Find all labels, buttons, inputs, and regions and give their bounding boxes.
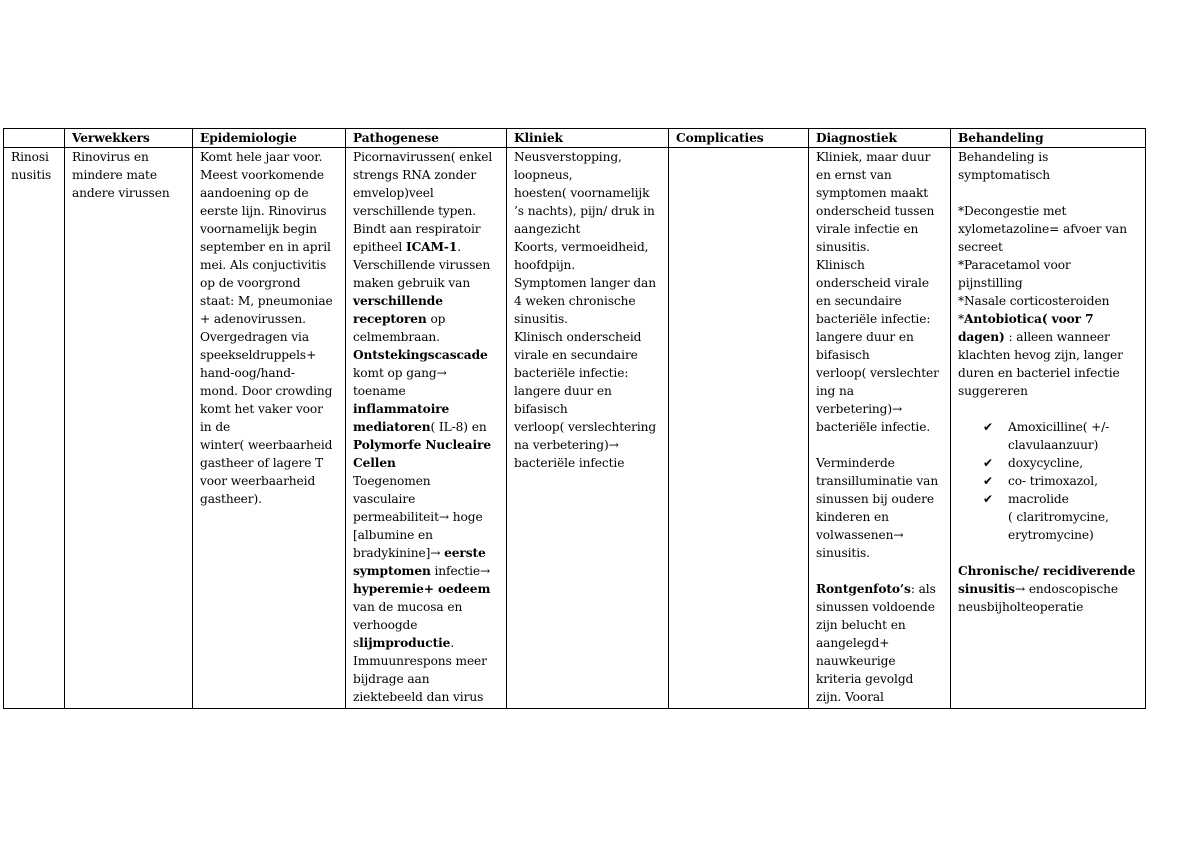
text-run: . <box>450 636 455 650</box>
text-line: bacteriële infectie. <box>816 420 931 434</box>
text-line: Toegenomen <box>353 474 431 488</box>
text-line: Symptomen langer dan <box>514 276 656 290</box>
bold-term: receptoren <box>353 312 427 326</box>
list-item <box>958 490 1142 544</box>
text-line: Koorts, vermoeidheid, <box>514 240 649 254</box>
text-line: Amoxicilline( +/- <box>1008 420 1110 434</box>
text-line: langere duur en <box>816 330 914 344</box>
text-line <box>353 418 503 436</box>
text-line: sinussen bij oudere <box>816 492 934 506</box>
text-line: andere virussen <box>72 186 170 200</box>
text-line <box>353 634 503 652</box>
text-line: Verschillende virussen <box>353 258 491 272</box>
blank-line <box>816 436 947 454</box>
text-line: winter( weerbaarheid <box>200 438 333 452</box>
text-line: Klinisch onderscheid <box>514 330 642 344</box>
text-run: * <box>958 312 964 326</box>
text-line: Bindt aan respiratoir <box>353 222 481 236</box>
text-line: neusbijholteoperatie <box>958 600 1084 614</box>
text-run: : alleen wanneer <box>1004 330 1110 344</box>
text-line: xylometazoline= afvoer van <box>958 222 1127 236</box>
text-run: . <box>457 240 462 254</box>
text-line: ( claritromycine, <box>1008 510 1109 524</box>
pathogenese-cell <box>346 148 507 709</box>
text-line: hoofdpijn. <box>514 258 576 272</box>
header-behandeling: Behandeling <box>951 129 1146 148</box>
checkmark-icon: ✔ <box>983 420 993 434</box>
header-pathogenese: Pathogenese <box>346 129 507 148</box>
verwekkers-cell <box>65 148 193 709</box>
text-line <box>958 310 1142 328</box>
header-complicaties: Complicaties <box>669 129 809 148</box>
text-line: Verminderde <box>816 456 895 470</box>
text-line: maken gebruik van <box>353 276 471 290</box>
text-run: s <box>353 636 360 650</box>
text-line: op de voorgrond <box>200 276 301 290</box>
text-line: en secundaire <box>816 294 902 308</box>
text-line: sinussen voldoende <box>816 600 935 614</box>
text-line: Kliniek, maar duur <box>816 150 931 164</box>
text-line: onderscheid tussen <box>816 204 935 218</box>
antibiotics-list <box>958 418 1142 544</box>
text-run: bradykinine]→ <box>353 546 445 560</box>
text-run: : als <box>910 582 936 596</box>
text-line: verhoogde <box>353 618 418 632</box>
bold-term: sinusitis <box>958 582 1015 596</box>
text-run: epitheel <box>353 240 406 254</box>
text-line: hand-oog/hand- <box>200 366 295 380</box>
bold-term: dagen) <box>958 330 1005 344</box>
text-line: speekseldruppels+ <box>200 348 317 362</box>
text-line: *Paracetamol voor <box>958 258 1071 272</box>
header-kliniek: Kliniek <box>507 129 669 148</box>
text-line <box>353 238 503 256</box>
text-line: na verbetering)→ <box>514 438 619 452</box>
text-line: sinusitis. <box>514 312 568 326</box>
rinosinusitis-row <box>4 148 1146 709</box>
text-line: Rinovirus en <box>72 150 149 164</box>
sinusitis-table <box>3 128 1146 709</box>
text-line: Rinosi <box>11 150 49 164</box>
text-line: macrolide <box>1008 492 1069 506</box>
diagnostiek-cell <box>809 148 951 709</box>
kliniek-cell <box>507 148 669 709</box>
text-line: volwassenen→ <box>816 528 904 542</box>
bold-term: verschillende <box>353 294 443 308</box>
text-line: duren en bacteriel infectie <box>958 366 1120 380</box>
text-line: aangezicht <box>514 222 581 236</box>
text-line: sinusitis. <box>816 240 870 254</box>
text-line: kinderen en <box>816 510 889 524</box>
text-run: ( IL-8) en <box>430 420 487 434</box>
text-line: van de mucosa en <box>353 600 463 614</box>
text-line: onderscheid virale <box>816 276 929 290</box>
text-line: verschillende typen. <box>353 204 477 218</box>
text-line: verloop( verslechter <box>816 366 939 380</box>
text-line: symptomen maakt <box>816 186 929 200</box>
bold-term: Ontstekingscascade <box>353 348 488 362</box>
checkmark-icon: ✔ <box>983 492 993 506</box>
text-line: Picornavirussen( enkel <box>353 150 493 164</box>
text-line: aandoening op de <box>200 186 309 200</box>
text-run: → endoscopische <box>1014 582 1118 596</box>
text-line: eerste lijn. Rinovirus <box>200 204 327 218</box>
text-line: virale en secundaire <box>514 348 638 362</box>
text-line: 4 weken chronische <box>514 294 636 308</box>
bold-term: mediatoren <box>353 420 431 434</box>
text-line: co- trimoxazol, <box>1008 474 1098 488</box>
text-line <box>958 580 1142 598</box>
text-run: infectie→ <box>430 564 491 578</box>
text-line: en ernst van <box>816 168 892 182</box>
text-line: clavulaanzuur) <box>1008 438 1099 452</box>
header-row <box>4 129 1146 148</box>
text-line: zijn. Vooral <box>816 690 884 704</box>
text-line: gastheer of lagere T <box>200 456 324 470</box>
text-line: virale infectie en <box>816 222 919 236</box>
blank-line <box>958 184 1142 202</box>
text-line: Klinisch <box>816 258 865 272</box>
text-line: bacteriële infectie: <box>816 312 931 326</box>
disease-cell <box>4 148 65 709</box>
list-item <box>958 418 1142 454</box>
text-line: Neusverstopping, <box>514 150 622 164</box>
text-run: op <box>426 312 446 326</box>
bold-term: ICAM-1 <box>405 240 458 254</box>
header-diagnostiek: Diagnostiek <box>809 129 951 148</box>
text-line: secreet <box>958 240 1003 254</box>
text-line: nauwkeurige <box>816 654 896 668</box>
text-line: komt op gang→ <box>353 366 447 380</box>
bold-term: Antobiotica( voor 7 <box>964 312 1094 326</box>
text-line: klachten hevog zijn, langer <box>958 348 1123 362</box>
checkmark-icon: ✔ <box>983 456 993 470</box>
text-line: emvelop)veel <box>353 186 434 200</box>
text-line: voornamelijk begin <box>200 222 317 236</box>
text-line: verloop( verslechtering <box>514 420 657 434</box>
text-line: Meest voorkomende <box>200 168 324 182</box>
header-verwekkers: Verwekkers <box>65 129 193 148</box>
header-empty <box>4 129 65 148</box>
text-line: loopneus, <box>514 168 573 182</box>
bold-term: lijmproductie <box>359 636 451 650</box>
text-line: mond. Door crowding <box>200 384 333 398</box>
text-line: staat: M, pneumoniae <box>200 294 333 308</box>
blank-line <box>958 544 1142 562</box>
text-line: celmembraan. <box>353 330 440 344</box>
text-line: bijdrage aan <box>353 672 430 686</box>
bold-term: Polymorfe Nucleaire <box>353 438 491 452</box>
text-line: september en in april <box>200 240 331 254</box>
text-line <box>958 328 1142 346</box>
list-item <box>958 454 1142 472</box>
text-line: mindere mate <box>72 168 157 182</box>
text-line: aangelegd+ <box>816 636 890 650</box>
text-line <box>353 544 503 562</box>
bold-term: Chronische/ recidiverende <box>958 564 1136 578</box>
text-line: langere duur en <box>514 384 612 398</box>
text-line: permeabiliteit→ hoge <box>353 510 483 524</box>
header-epidemiologie: Epidemiologie <box>193 129 346 148</box>
bold-term: Rontgenfoto’s <box>816 582 911 596</box>
text-line: transilluminatie van <box>816 474 939 488</box>
complicaties-cell <box>669 148 809 709</box>
text-line: strengs RNA zonder <box>353 168 477 182</box>
bold-term: hyperemie+ oedeem <box>353 582 491 596</box>
text-line: symptomatisch <box>958 168 1050 182</box>
text-line: Komt hele jaar voor. <box>200 150 323 164</box>
checkmark-icon: ✔ <box>983 474 993 488</box>
text-line: *Decongestie met <box>958 204 1067 218</box>
text-line: in de <box>200 420 231 434</box>
bold-term: eerste <box>444 546 486 560</box>
text-line: verbetering)→ <box>816 402 903 416</box>
text-line: kriteria gevolgd <box>816 672 914 686</box>
text-line: vasculaire <box>353 492 416 506</box>
text-line: [albumine en <box>353 528 433 542</box>
text-line: zijn belucht en <box>816 618 906 632</box>
text-line: bacteriële infectie: <box>514 366 629 380</box>
text-line <box>353 310 503 328</box>
text-line: bacteriële infectie <box>514 456 625 470</box>
text-line: Immuunrespons meer <box>353 654 487 668</box>
text-line: erytromycine) <box>1008 528 1094 542</box>
text-line: mei. Als conjuctivitis <box>200 258 327 272</box>
text-line: doxycycline, <box>1008 456 1083 470</box>
text-line: bifasisch <box>816 348 870 362</box>
text-line: suggereren <box>958 384 1028 398</box>
text-line: ziektebeeld dan virus <box>353 690 484 704</box>
text-line: toename <box>353 384 406 398</box>
text-line <box>353 562 503 580</box>
blank-line <box>958 400 1142 418</box>
blank-line <box>816 562 947 580</box>
list-item <box>958 472 1142 490</box>
behandeling-cell <box>951 148 1146 709</box>
text-line: bifasisch <box>514 402 568 416</box>
bold-term: inflammatoire <box>353 402 450 416</box>
bold-term: symptomen <box>353 564 431 578</box>
text-line: nusitis <box>11 168 52 182</box>
text-line: + adenovirussen. <box>200 312 306 326</box>
text-line: ’s nachts), pijn/ druk in <box>514 204 655 218</box>
text-line: Behandeling is <box>958 150 1049 164</box>
bold-term: Cellen <box>353 456 396 470</box>
text-line: komt het vaker voor <box>200 402 323 416</box>
text-line: ing na <box>816 384 854 398</box>
text-line <box>816 580 947 598</box>
text-line: Overgedragen via <box>200 330 310 344</box>
text-line: hoesten( voornamelijk <box>514 186 650 200</box>
epidemiologie-cell <box>193 148 346 709</box>
text-line: *Nasale corticosteroiden <box>958 294 1110 308</box>
text-line: pijnstilling <box>958 276 1023 290</box>
text-line: voor weerbaarheid <box>200 474 316 488</box>
text-line: gastheer). <box>200 492 262 506</box>
text-line: sinusitis. <box>816 546 870 560</box>
